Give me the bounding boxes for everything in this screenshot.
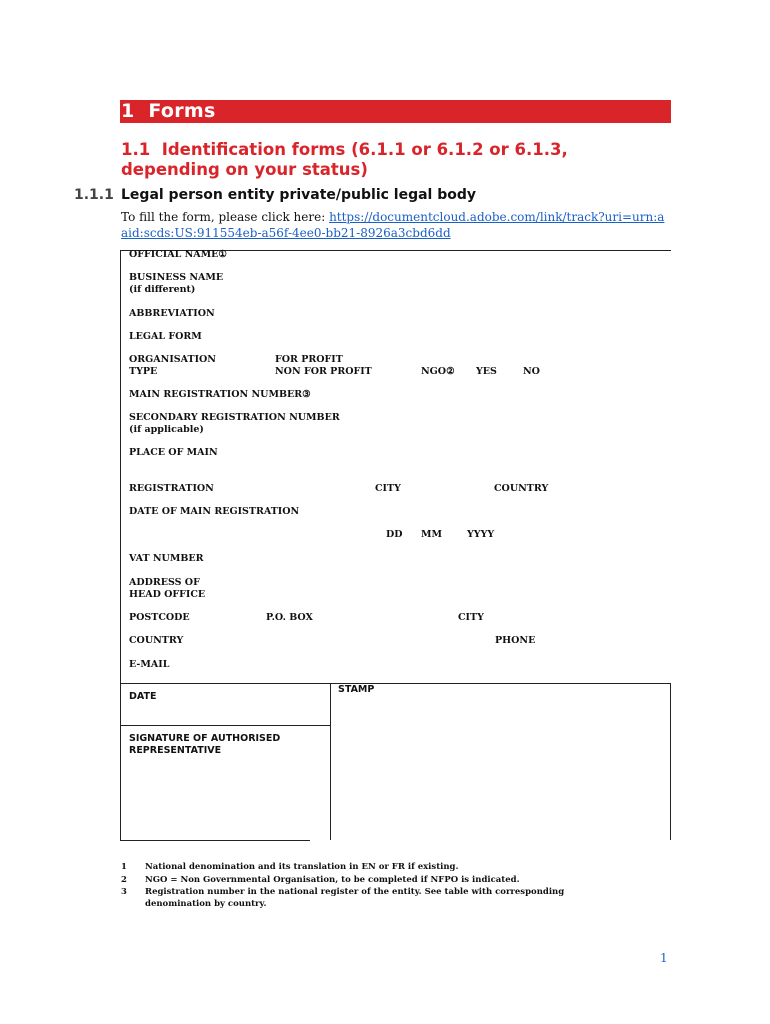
stamp-box-label: STAMP bbox=[338, 684, 375, 695]
intro-text: To fill the form, please click here: bbox=[121, 210, 330, 224]
stamp-box-right bbox=[670, 683, 671, 840]
secondary-registration-note: (if applicable) bbox=[129, 424, 204, 435]
abbreviation-label: ABBREVIATION bbox=[129, 308, 215, 319]
date-main-registration-label: DATE OF MAIN REGISTRATION bbox=[129, 506, 300, 517]
non-for-profit-option[interactable]: NON FOR PROFIT bbox=[275, 366, 372, 377]
ngo-no-option[interactable]: NO bbox=[523, 366, 540, 377]
footnote-3-number: 3 bbox=[121, 887, 127, 897]
address-country-label: COUNTRY bbox=[129, 635, 184, 646]
signature-box-divider bbox=[330, 683, 331, 840]
heading-1-number: 1 bbox=[121, 100, 135, 122]
signature-label-2: REPRESENTATIVE bbox=[129, 745, 222, 756]
business-name-note: (if different) bbox=[129, 284, 196, 295]
signature-box-top bbox=[120, 683, 671, 684]
heading-3-title: Legal person entity private/public legal body bbox=[121, 187, 477, 203]
po-box-label: P.O. BOX bbox=[266, 612, 313, 623]
org-type-label-2: TYPE bbox=[129, 366, 158, 377]
signature-box-bottom bbox=[120, 840, 310, 841]
email-label: E-MAIL bbox=[129, 659, 170, 670]
secondary-registration-number-label: SECONDARY REGISTRATION NUMBER bbox=[129, 412, 340, 423]
legal-form-label: LEGAL FORM bbox=[129, 331, 202, 342]
form-link[interactable]: https://documentcloud.adobe.com/link/track?uri=urn:aaid:scds:US:911554eb-a56f-4ee0-bb21-8926a3cbd6dd bbox=[121, 210, 665, 240]
place-of-main-label: PLACE OF MAIN bbox=[129, 447, 218, 458]
registration-label: REGISTRATION bbox=[129, 483, 214, 494]
date-dd-label: DD bbox=[386, 529, 403, 540]
footnote-1-number: 1 bbox=[121, 862, 127, 872]
official-name-label: OFFICIAL NAME① bbox=[129, 249, 227, 260]
footnote-3-text: Registration number in the national register of the entity. See table with corresponding denomination by country. bbox=[145, 887, 565, 909]
heading-2-number: 1.1 bbox=[121, 140, 151, 159]
date-yyyy-label: YYYY bbox=[467, 529, 495, 540]
ngo-yes-option[interactable]: YES bbox=[476, 366, 497, 377]
address-city-label: CITY bbox=[458, 612, 484, 623]
heading-1-title: Forms bbox=[148, 100, 216, 122]
org-type-label-1: ORGANISATION bbox=[129, 354, 216, 365]
business-name-label: BUSINESS NAME bbox=[129, 272, 224, 283]
heading-3-number: 1.1.1 bbox=[74, 187, 114, 203]
date-mm-label: MM bbox=[421, 529, 443, 540]
heading-1 bbox=[121, 100, 216, 123]
vat-number-label: VAT NUMBER bbox=[129, 553, 204, 564]
address-label-2: HEAD OFFICE bbox=[129, 589, 206, 600]
footnote-2-text: NGO = Non Governmental Organisation, to be completed if NFPO is indicated. bbox=[145, 875, 520, 885]
footnote-2-number: 2 bbox=[121, 875, 127, 885]
heading-2-title: Identification forms (6.1.1 or 6.1.2 or 6.1.3, depending on your status) bbox=[121, 140, 568, 179]
footnote-1-text: National denomination and its translation in EN or FR if existing. bbox=[145, 862, 459, 872]
main-registration-number-label: MAIN REGISTRATION NUMBER③ bbox=[129, 389, 311, 400]
address-label-1: ADDRESS OF bbox=[129, 577, 200, 588]
intro-paragraph bbox=[121, 209, 666, 241]
date-box-bottom bbox=[120, 725, 330, 726]
date-box-label: DATE bbox=[129, 691, 157, 702]
postcode-label: POSTCODE bbox=[129, 612, 190, 623]
heading-2 bbox=[121, 140, 661, 180]
for-profit-option[interactable]: FOR PROFIT bbox=[275, 354, 343, 365]
phone-label: PHONE bbox=[495, 635, 536, 646]
form-left-border bbox=[120, 250, 121, 840]
signature-label-1: SIGNATURE OF AUTHORISED bbox=[129, 733, 281, 744]
ngo-label: NGO② bbox=[421, 366, 455, 377]
page-number: 1 bbox=[660, 951, 668, 965]
registration-country-label: COUNTRY bbox=[494, 483, 549, 494]
registration-city-label: CITY bbox=[375, 483, 401, 494]
